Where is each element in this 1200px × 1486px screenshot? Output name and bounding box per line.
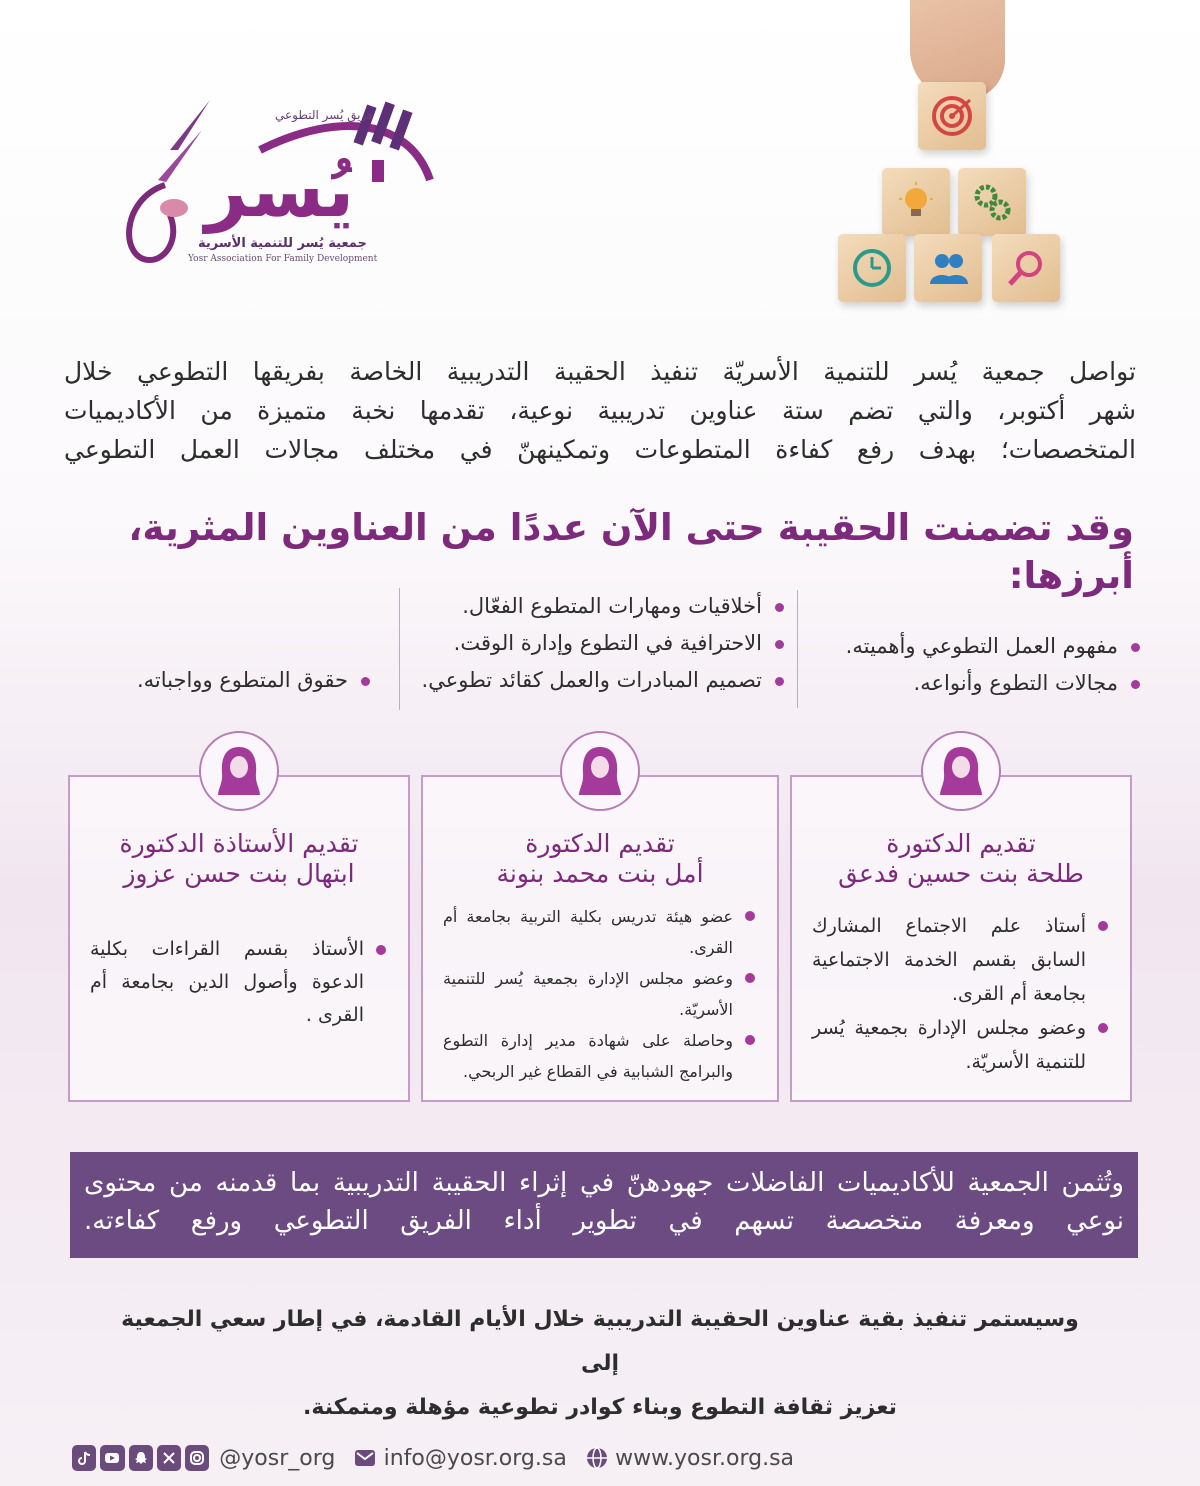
tiktok-icon[interactable] — [72, 1445, 96, 1471]
presenter-role: تقديم الدكتورة — [886, 829, 1036, 858]
closing-paragraph — [110, 1298, 1090, 1430]
topic-item: الاحترافية في التطوع وإدارة الوقت. — [404, 625, 784, 662]
social-handle[interactable]: @yosr_org — [219, 1445, 336, 1471]
magnifier-cube — [992, 234, 1060, 302]
mail-icon — [353, 1445, 377, 1471]
x-icon[interactable] — [157, 1445, 181, 1471]
presenter-title — [80, 829, 398, 889]
intro-line: تواصل جمعية يُسر للتنمية الأسريّة تنفيذ الحقيبة التدريبية الخاصة بفريقها التطوعي خلال — [64, 357, 1136, 386]
youtube-icon[interactable] — [100, 1445, 124, 1471]
closing-line: وسيستمر تنفيذ بقية عناوين الحقيبة التدريبية خلال الأيام القادمة، في إطار سعي الجمعية إلى — [121, 1307, 1079, 1376]
topic-item: مفهوم العمل التطوعي وأهميته. — [810, 628, 1140, 665]
globe-icon — [585, 1445, 609, 1471]
topic-item: أخلاقيات ومهارات المتطوع الفعّال. — [404, 588, 784, 625]
intro-line: شهر أكتوبر، والتي تضم ستة عناوين تدريبية نوعية، تقدمها نخبة متميزة من الأكاديميات — [64, 396, 1136, 425]
topics-column-1 — [810, 628, 1140, 702]
topics-column-2 — [404, 588, 784, 699]
wooden-cubes-photo — [820, 0, 1090, 310]
logo-wordmark: يُسر — [205, 148, 355, 234]
logo-english-name: Yosr Association For Family Development — [188, 254, 378, 264]
intro-line: المتخصصات؛ بهدف رفع كفاءة المتطوعات وتمكينهنّ في مختلف مجالات العمل التطوعي — [64, 435, 1136, 464]
target-cube — [918, 82, 986, 150]
topics-headline: وقد تضمنت الحقيبة حتى الآن عددًا من العناوين المثرية، أبرزها: — [128, 506, 1134, 597]
topics-column-3 — [60, 662, 370, 699]
yosr-logo — [110, 90, 450, 280]
presenter-name: أمل بنت محمد بنونة — [496, 859, 704, 888]
presenter-card-talha — [790, 775, 1132, 1102]
gears-icon — [970, 180, 1014, 224]
footer-contacts — [72, 1440, 812, 1476]
instagram-icon[interactable] — [185, 1445, 209, 1471]
topic-item: حقوق المتطوع وواجباته. — [60, 662, 370, 699]
target-icon — [930, 94, 974, 138]
people-icon — [926, 246, 970, 290]
column-divider — [399, 588, 400, 710]
presenter-card-amal — [421, 775, 779, 1102]
logo-team-label: فريق يُسر التطوعي — [275, 108, 373, 122]
topic-item: تصميم المبادرات والعمل كقائد تطوعي. — [404, 662, 784, 699]
woman-avatar-icon — [199, 731, 279, 811]
website-link[interactable]: www.yosr.org.sa — [615, 1445, 795, 1471]
topic-item: مجالات التطوع وأنواعه. — [810, 665, 1140, 702]
presenter-role: تقديم الأستاذة الدكتورة — [119, 829, 359, 858]
presenter-bio-item: عضو هيئة تدريس بكلية التربية بجامعة أم القرى. — [443, 901, 755, 963]
woman-avatar-icon — [560, 731, 640, 811]
people-cube — [914, 234, 982, 302]
logo-arabic-name: جمعية يُسر للتنمية الأسرية — [198, 236, 367, 251]
snapchat-icon[interactable] — [129, 1445, 153, 1471]
intro-paragraph — [64, 352, 1136, 469]
presenter-bio-item: الأستاذ بقسم القراءات بكلية الدعوة وأصول الدين بجامعة أم القرى . — [90, 933, 386, 1032]
presenter-bio-item: وعضو مجلس الإدارة بجمعية يُسر للتنمية الأسريّة. — [812, 1011, 1108, 1079]
clock-icon — [850, 246, 894, 290]
clock-cube — [838, 234, 906, 302]
presenter-role: تقديم الدكتورة — [525, 829, 675, 858]
presenter-name: ابتهال بنت حسن عزوز — [123, 859, 355, 888]
presenter-bio-item: وعضو مجلس الإدارة بجمعية يُسر للتنمية الأسريّة. — [443, 963, 755, 1025]
presenter-title — [433, 829, 767, 889]
presenter-card-ebtehal — [68, 775, 410, 1102]
thanks-banner: وتُثمن الجمعية للأكاديميات الفاضلات جهودهنّ في إثراء الحقيبة التدريبية بما قدمنه من محتوى نوعي ومعرفة متخصصة تسهم في تطوير أداء الفريق التطوعي ورفع كفاءته. — [70, 1152, 1138, 1258]
magnifier-icon — [1004, 246, 1048, 290]
woman-avatar-icon — [921, 731, 1001, 811]
topics-list — [60, 588, 1140, 718]
email-link[interactable]: info@yosr.org.sa — [383, 1445, 567, 1471]
lightbulb-cube — [882, 168, 950, 236]
closing-line: تعزيز ثقافة التطوع وبناء كوادر تطوعية مؤهلة ومتمكنة. — [303, 1395, 897, 1420]
header — [0, 0, 1200, 330]
gears-cube — [958, 168, 1026, 236]
presenter-name: طلحة بنت حسين فدعق — [838, 859, 1084, 888]
presenter-title — [802, 829, 1120, 889]
presenter-bio-item: وحاصلة على شهادة مدير إدارة التطوع والبرامج الشبابية في القطاع غير الربحي. — [443, 1025, 755, 1087]
presenter-bio-item: أستاذ علم الاجتماع المشارك السابق بقسم الخدمة الاجتماعية بجامعة أم القرى. — [812, 909, 1108, 1011]
lightbulb-icon — [894, 180, 938, 224]
column-divider — [797, 590, 798, 708]
